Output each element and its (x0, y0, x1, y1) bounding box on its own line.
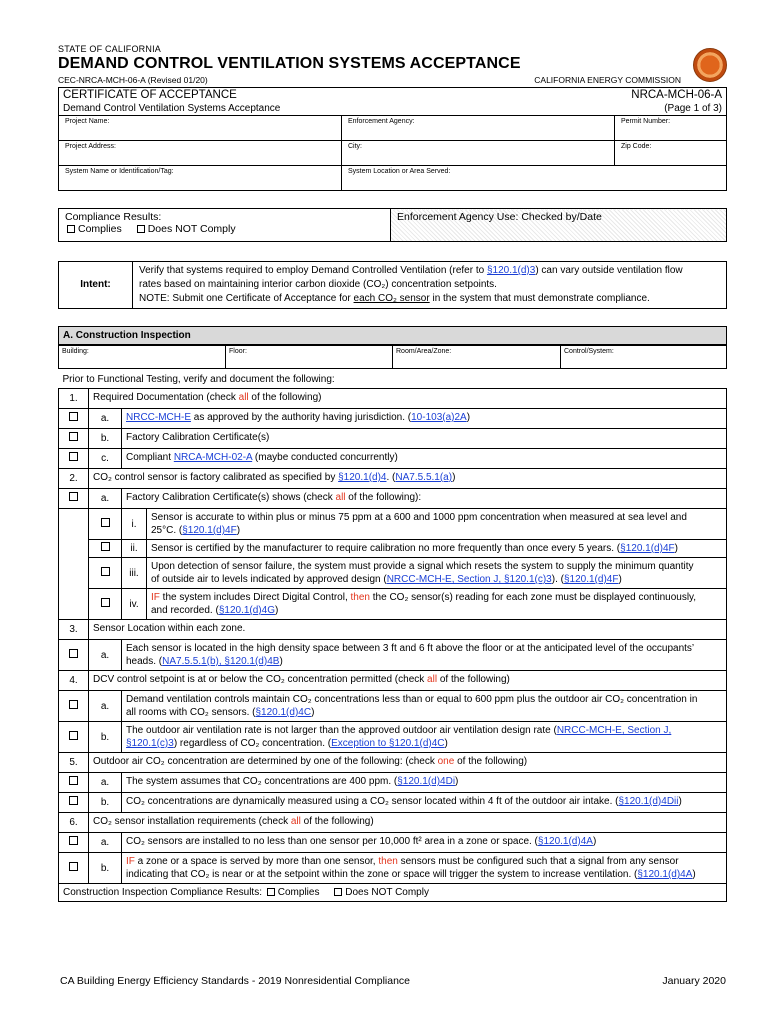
certificate-code: NRCA-MCH-06-A (615, 88, 727, 103)
item-4a-letter: a. (89, 691, 122, 722)
item-2a-letter: a. (89, 489, 122, 509)
intent-link[interactable]: §120.1(d)3 (486, 265, 536, 276)
item-4-text: DCV control setpoint is at or below the CO₂ concentration permitted (check all of the following) (89, 671, 727, 691)
item-2-link[interactable]: §120.1(d)4 (338, 472, 387, 483)
item-2aiii-text: Upon detection of sensor failure, the system must provide a signal which resets the system to supply the minimum quantity of outside air to levels indicated by approved design (NRCC-MCH-E, Section J, §120.1(c)3). (§120.1(d)4F) (147, 558, 727, 589)
item-2a-text: Factory Calibration Certificate(s) shows (check all of the following): (122, 489, 727, 509)
certificate-subtitle: Demand Control Ventilation Systems Acceptance (59, 102, 615, 116)
item-3-number: 3. (59, 620, 89, 640)
certificate-title: CERTIFICATE OF ACCEPTANCE (59, 88, 615, 103)
item-1a-checkbox[interactable] (69, 412, 78, 421)
item-1b-letter: b. (89, 429, 122, 449)
item-1a-text: NRCC-MCH-E as approved by the authority having jurisdiction. (10-103(a)2A) (122, 409, 727, 429)
item-2-text: CO₂ control sensor is factory calibrated as specified by §120.1(d)4. (NA7.5.5.1(a)) (89, 469, 727, 489)
item-1c-link[interactable]: NRCA-MCH-02-A (173, 452, 253, 463)
item-4a-checkbox[interactable] (69, 700, 78, 709)
item-2-number: 2. (59, 469, 89, 489)
item-1a-letter: a. (89, 409, 122, 429)
form-subheader (58, 75, 727, 85)
item-5a-text: The system assumes that CO₂ concentrations are 400 ppm. (§120.1(d)4Di) (122, 773, 727, 793)
item-4b-link[interactable]: NRCC-MCH-E, Section J, (556, 725, 672, 736)
page-number: (Page 1 of 3) (615, 102, 727, 116)
item-4b-letter: b. (89, 722, 122, 753)
item-5b-checkbox[interactable] (69, 796, 78, 805)
item-2ai-numeral: i. (122, 509, 147, 540)
item-5a-link[interactable]: §120.1(d)4Di (397, 776, 456, 787)
item-4a-text: Demand ventilation controls maintain CO₂ concentrations less than or equal to 600 ppm plus the outdoor air CO₂ concentration in all rooms with CO₂ sensors. (§120.1(d)4C) (122, 691, 727, 722)
item-2aiv-text: IF the system includes Direct Digital Control, then the CO₂ sensor(s) reading for each zone must be displayed continuously, and recorded. (§120.1(d)4G) (147, 589, 727, 620)
intent-label: Intent: (59, 262, 133, 309)
item-2ai-link[interactable]: §120.1(d)4F (182, 525, 237, 536)
item-5b-text: CO₂ concentrations are dynamically measured using a CO₂ sensor located within 4 ft of the outdoor air intake. (§120.1(d)4Dii) (122, 793, 727, 813)
item-1c-letter: c. (89, 449, 122, 469)
item-6a-checkbox[interactable] (69, 836, 78, 845)
intent-table (58, 261, 727, 309)
project-name-field[interactable]: Project Name: (59, 116, 342, 141)
item-5b-letter: b. (89, 793, 122, 813)
control-field[interactable]: Control/System: (561, 346, 727, 369)
compliance-results-table (58, 208, 727, 242)
enforcement-agency-use-cell[interactable]: Enforcement Agency Use: Checked by/Date (391, 209, 727, 242)
item-1-number: 1. (59, 389, 89, 409)
form-code: CEC-NRCA-MCH-06-A (Revised 01/20) (58, 75, 208, 85)
item-6b-link[interactable]: §120.1(d)4A (637, 869, 693, 880)
agency-name: CALIFORNIA ENERGY COMMISSION (534, 75, 681, 85)
floor-field[interactable]: Floor: (226, 346, 393, 369)
item-5-number: 5. (59, 753, 89, 773)
certificate-header-table (58, 87, 727, 191)
item-6a-link[interactable]: §120.1(d)4A (537, 836, 593, 847)
item-6b-checkbox[interactable] (69, 862, 78, 871)
item-2-ref-link[interactable]: NA7.5.5.1(a) (395, 472, 453, 483)
item-5a-checkbox[interactable] (69, 776, 78, 785)
intent-text: Verify that systems required to employ Demand Controlled Ventilation (refer to §120.1(d)3) can vary outside ventilation flow rates based on maintaining interior carbon dioxide (CO₂) concentration setpoints. NOTE: Submit one Certificate of Acceptance for each CO₂ sensor in the system that must demonstrate compliance. (133, 262, 727, 309)
footer-standards: CA Building Energy Efficiency Standards - 2019 Nonresidential Compliance (60, 975, 411, 987)
item-2aiii-checkbox[interactable] (101, 567, 110, 576)
complies-label: Complies (78, 223, 122, 235)
page-footer (60, 975, 726, 987)
city-field[interactable]: City: (342, 141, 615, 166)
location-fields-table (58, 345, 727, 369)
item-1b-text: Factory Calibration Certificate(s) (122, 429, 727, 449)
item-2aiv-link[interactable]: §120.1(d)4G (218, 605, 275, 616)
item-4b-link-cont[interactable]: §120.1(c)3 (126, 738, 174, 749)
item-1c-text: Compliant NRCA-MCH-02-A (maybe conducted concurrently) (122, 449, 727, 469)
item-2aiii-numeral: iii. (122, 558, 147, 589)
construction-results-label: Construction Inspection Compliance Results: (63, 887, 262, 898)
item-4a-link[interactable]: §120.1(d)4C (255, 707, 312, 718)
item-2aii-checkbox[interactable] (101, 542, 110, 551)
item-2aiv-checkbox[interactable] (101, 598, 110, 607)
item-2aii-link[interactable]: §120.1(d)4F (620, 543, 675, 554)
compliance-results-label: Compliance Results: (65, 211, 162, 223)
item-4b-text: The outdoor air ventilation rate is not larger than the approved outdoor air ventilation design rate (NRCC-MCH-E, Section J, §120.1(c)3) regardless of CO₂ concentration. (Exception to §120.1(d)4C) (122, 722, 727, 753)
item-6a-letter: a. (89, 833, 122, 853)
item-4b-exception-link[interactable]: Exception to §120.1(d)4C (331, 738, 445, 749)
project-address-field[interactable]: Project Address: (59, 141, 342, 166)
item-1-text: Required Documentation (check all of the following) (89, 389, 727, 409)
footer-date: January 2020 (662, 975, 726, 987)
item-2aii-numeral: ii. (122, 540, 147, 558)
permit-number-field[interactable]: Permit Number: (615, 116, 727, 141)
item-5b-link[interactable]: §120.1(d)4Dii (618, 796, 679, 807)
zip-code-field[interactable]: Zip Code: (615, 141, 727, 166)
item-6b-text: IF a zone or a space is served by more than one sensor, then sensors must be configured such that a signal from any sensor indicating that CO₂ is near or at the setpoint within the zone or space will trigger the system to increase ventilation. (§120.1(d)4A) (122, 853, 727, 884)
item-6-number: 6. (59, 813, 89, 833)
item-5-text: Outdoor air CO₂ concentration are determined by one of the following: (check one of the following) (89, 753, 727, 773)
inspection-items-table (58, 371, 727, 902)
item-2aiii-ref-link[interactable]: §120.1(d)4F (563, 574, 619, 585)
construction-does-not-comply-checkbox[interactable] (334, 888, 342, 896)
form-page (58, 44, 727, 902)
building-field[interactable]: Building: (59, 346, 226, 369)
item-3a-checkbox[interactable] (69, 649, 78, 658)
item-5a-letter: a. (89, 773, 122, 793)
system-location-field[interactable]: System Location or Area Served: (342, 166, 727, 191)
item-3a-letter: a. (89, 640, 122, 671)
item-3a-link[interactable]: NA7.5.5.1(b), §120.1(d)4B (162, 656, 280, 667)
item-1a-link[interactable]: NRCC-MCH-E (126, 412, 191, 423)
item-2aiv-numeral: iv. (122, 589, 147, 620)
item-6b-letter: b. (89, 853, 122, 884)
item-2ai-text: Sensor is accurate to within plus or minus 75 ppm at a 600 and 1000 ppm concentration when measured at sea level and 25°C. (§120.1(d)4F) (147, 509, 727, 540)
prior-instruction: Prior to Functional Testing, verify and document the following: (59, 371, 727, 389)
item-4-number: 4. (59, 671, 89, 691)
item-1b-checkbox[interactable] (69, 432, 78, 441)
item-6-text: CO₂ sensor installation requirements (check all of the following) (89, 813, 727, 833)
form-title: DEMAND CONTROL VENTILATION SYSTEMS ACCEPTANCE (58, 55, 521, 72)
item-4b-checkbox[interactable] (69, 731, 78, 740)
item-2aiii-link[interactable]: NRCC-MCH-E, Section J, §120.1(c)3 (386, 574, 552, 585)
construction-results-row (59, 884, 727, 902)
room-field[interactable]: Room/Area/Zone: (393, 346, 561, 369)
does-not-comply-label: Does NOT Comply (147, 223, 236, 235)
item-6a-text: CO₂ sensors are installed to no less than one sensor per 10,000 ft² area in a zone or space. (§120.1(d)4A) (122, 833, 727, 853)
agency-seal-icon (693, 48, 727, 82)
item-1a-ref-link[interactable]: 10-103(a)2A (411, 412, 467, 423)
system-name-field[interactable]: System Name or Identification/Tag: (59, 166, 342, 191)
section-a-title: A. Construction Inspection (59, 327, 727, 345)
construction-inspection-table (58, 326, 727, 345)
compliance-results-cell (59, 209, 391, 242)
item-2aii-text: Sensor is certified by the manufacturer to require calibration no more frequently than once every 5 years. (§120.1(d)4F) (147, 540, 727, 558)
item-3a-text: Each sensor is located in the high density space between 3 ft and 6 ft above the floor or at the anticipated level of the occupants’ heads. (NA7.5.5.1(b), §120.1(d)4B) (122, 640, 727, 671)
item-2a-checkbox[interactable] (69, 492, 78, 501)
item-1c-checkbox[interactable] (69, 452, 78, 461)
construction-complies-label: Complies (277, 887, 320, 898)
complies-checkbox[interactable] (67, 225, 75, 233)
does-not-comply-checkbox[interactable] (137, 225, 145, 233)
item-3-text: Sensor Location within each zone. (89, 620, 727, 640)
state-label: STATE OF CALIFORNIA (58, 44, 161, 54)
item-2ai-checkbox[interactable] (101, 518, 110, 527)
construction-does-not-comply-label: Does NOT Comply (345, 887, 429, 898)
enforcement-agency-field[interactable]: Enforcement Agency: (342, 116, 615, 141)
construction-complies-checkbox[interactable] (267, 888, 275, 896)
